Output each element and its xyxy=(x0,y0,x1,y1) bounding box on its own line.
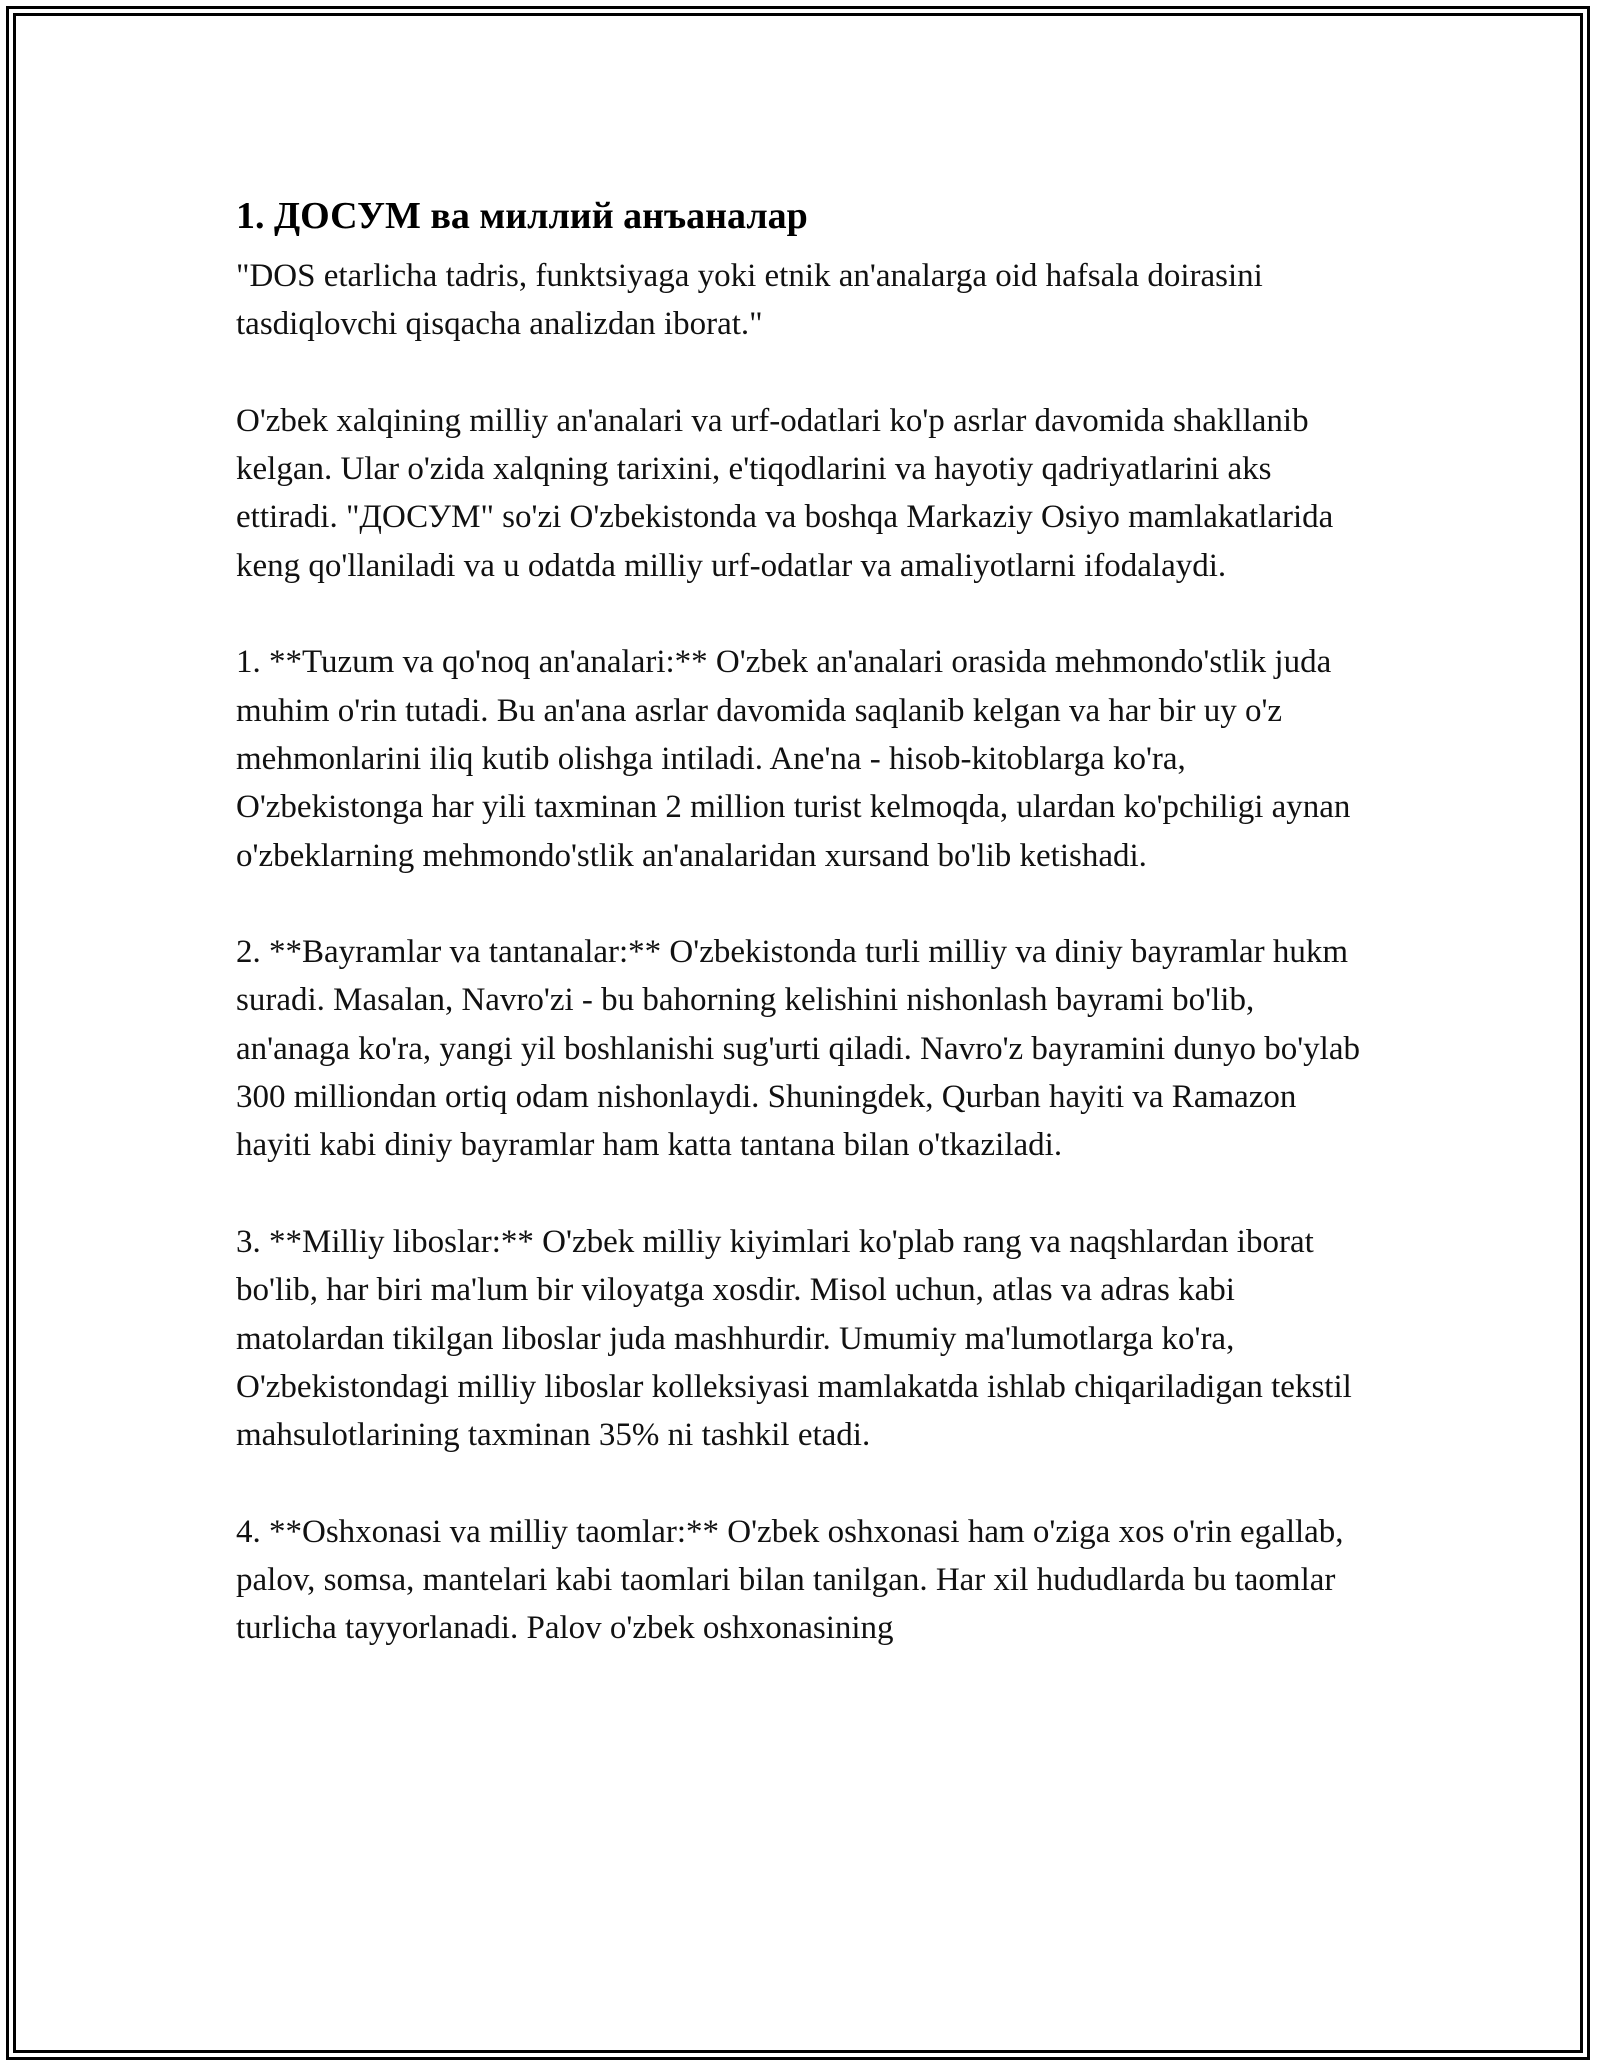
paragraph-hospitality: 1. **Tuzum va qo'noq an'analari:** O'zbek an'analari orasida mehmondo'stlik juda muhim o'rin tutadi. Bu an'ana asrlar davomida saqlanib kelgan va har bir uy o'z mehmonlarini iliq kutib olishga intiladi. Ane'na - hisob-kitoblarga ko'ra, O'zbekistonga har yili taxminan 2 million turist kelmoqda, ulardan ko'pchiligi aynan o'zbeklarning mehmondo'stlik an'analaridan xursand bo'lib ketishadi. xyxy=(236,644,1351,874)
document-body xyxy=(236,186,1366,1701)
paragraph-quote: "DOS etarlicha tadris, funktsiyaga yoki etnik an'analarga oid hafsala doirasini tasdiqlovchi qisqacha analizdan iborat." xyxy=(236,258,1263,343)
paragraph-holidays: 2. **Bayramlar va tantanalar:** O'zbekistonda turli milliy va diniy bayramlar hukm suradi. Masalan, Navro'zi - bu bahorning kelishini nishonlash bayrami bo'lib, an'anaga ko'ra, yangi yil boshlanishi sug'urti qiladi. Navro'z bayramini dunyo bo'ylab 300 milliondan ortiq odam nishonlaydi. Shuningdek, Qurban hayiti va Ramazon hayiti kabi diniy bayramlar ham katta tantana bilan o'tkaziladi. xyxy=(236,934,1360,1164)
paragraph-cuisine: 4. **Oshxonasi va milliy taomlar:** O'zbek oshxonasi ham o'ziga xos o'rin egallab, palov, somsa, mantelari kabi taomlari bilan tanilgan. Har xil hududlarda bu taomlar turlicha tayyorlanadi. Palov o'zbek oshxonasining xyxy=(236,1513,1344,1647)
paragraph-clothing: 3. **Milliy liboslar:** O'zbek milliy kiyimlari ko'plab rang va naqshlardan iborat bo'lib, har biri ma'lum bir viloyatga xosdir. Misol uchun, atlas va adras kabi matolardan tikilgan liboslar juda mashhurdir. Umumiy ma'lumotlarga ko'ra, O'zbekistondagi milliy liboslar kolleksiyasi mamlakatda ishlab chiqariladigan tekstil mahsulotlarining taxminan 35% ni tashkil etadi. xyxy=(236,1223,1352,1454)
paragraph-intro: O'zbek xalqining milliy an'analari va urf-odatlari ko'p asrlar davomida shakllanib kelgan. Ular o'zida xalqning tarixini, e'tiqodlarini va hayotiy qadriyatlarini aks ettiradi. "ДОСУМ" so'zi O'zbekistonda va boshqa Markaziy Osiyo mamlakatlarida keng qo'llaniladi va u odatda milliy urf-odatlar va amaliyotlarni ifodalaydi. xyxy=(236,402,1334,584)
document-title: 1. ДОСУМ ва миллий анъаналар xyxy=(236,195,808,237)
